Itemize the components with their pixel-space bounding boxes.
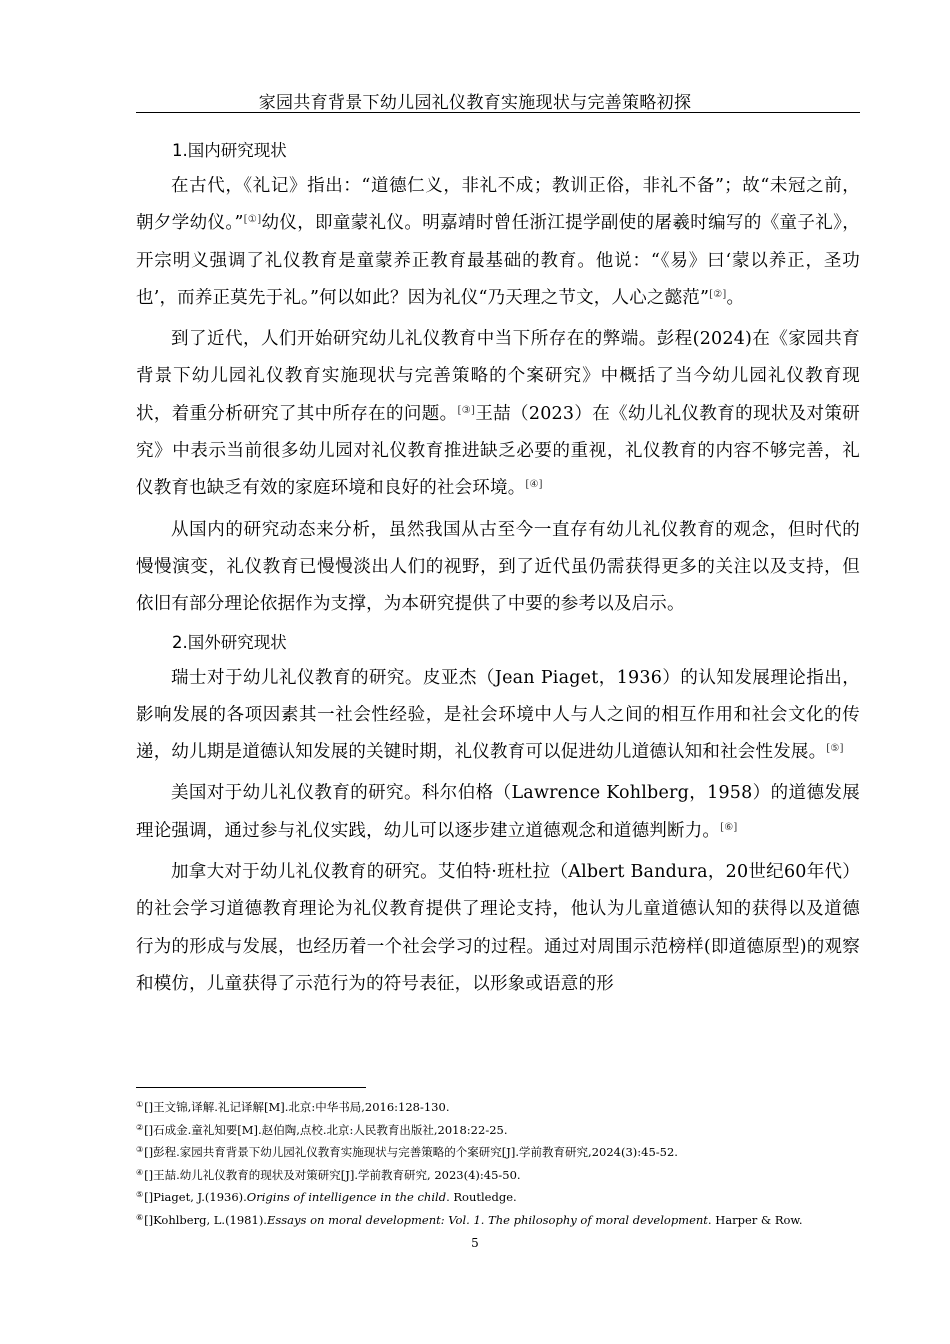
citation-marker: [②]	[709, 288, 727, 300]
paragraph-text: 到了近代，人们开始研究幼儿礼仪教育中当下所存在的弊端。彭程(2024)在《家园共育背景下幼儿园礼仪教育实施现状与完善策略的个案研究》中概括了当今幼儿园礼仪教育现状，着重分析研究了其中所存在的问题。	[136, 329, 860, 424]
paragraph	[136, 660, 860, 772]
footnotes	[136, 1095, 860, 1230]
footnote-marker: ②	[136, 1122, 144, 1132]
citation-marker: [⑤]	[826, 743, 844, 755]
running-header: 家园共育背景下幼儿园礼仪教育实施现状与完善策略初探	[258, 93, 692, 113]
page-number: 5	[471, 1236, 479, 1250]
footnote	[136, 1185, 860, 1208]
footnote-text: []Kohlberg, L.(1981).	[144, 1212, 267, 1227]
footnote-text: . Routledge.	[446, 1190, 517, 1204]
footnote-rule	[136, 1087, 366, 1088]
footnote-marker: ③	[136, 1145, 144, 1154]
section-heading-foreign: 2.国外研究现状	[172, 632, 287, 652]
citation-marker: [③]	[457, 404, 476, 416]
footnote	[136, 1140, 860, 1163]
footnote-title: Origins of intelligence in the child	[246, 1190, 447, 1204]
footnote	[136, 1118, 860, 1141]
paragraph	[136, 321, 860, 507]
footnote	[136, 1163, 860, 1186]
footnote-text: []王文锦,译解.礼记译解[M].北京:中华书局,2016:128-130.	[144, 1100, 450, 1114]
footnote-marker: ④	[136, 1167, 144, 1177]
paragraph	[136, 775, 860, 850]
footnote-text: []彭程.家园共育背景下幼儿园礼仪教育实施现状与完善策略的个案研究[J].学前教育研究,2024(3):45-52.	[144, 1145, 678, 1159]
footnote-marker: ①	[136, 1100, 144, 1109]
paragraph-text: 幼仪，即童蒙礼仪。明嘉靖时曾任浙江提学副使的屠羲时编写的《童子礼》，开宗明义强调了礼仪教育是童蒙养正教育最基础的教育。他说：“《易》曰‘蒙以养正，圣功也’，而养正莫先于礼。”何以如此？因为礼仪“乃天理之节文，人心之懿范”	[136, 213, 860, 308]
footnote-text: []Piaget, J.(1936).	[144, 1190, 247, 1204]
paragraph-text: 在古代，《礼记》指出：“道德仁义，非礼不成；教训正俗，非礼不备”；故“未冠之前，朝夕学幼仪。”	[136, 176, 860, 234]
section-heading-domestic: 1.国内研究现状	[172, 141, 287, 160]
paragraph-text: 瑞士对于幼儿礼仪教育的研究。皮亚杰（Jean Piaget，1936）的认知发展理论指出，影响发展的各项因素其一社会性经验，是社会环境中人与人之间的相互作用和社会文化的传递，幼儿期是道德认知发展的关键时期，礼仪教育可以促进幼儿道德认知和社会性发展。	[136, 667, 860, 763]
footnote-text: . Harper & Row.	[707, 1212, 803, 1227]
header-rule	[136, 112, 860, 113]
paragraph-text: 。	[726, 287, 745, 308]
citation-marker: [⑥]	[720, 821, 738, 833]
citation-marker: [④]	[525, 479, 543, 491]
paragraph: 加拿大对于幼儿礼仪教育的研究。艾伯特·班杜拉（Albert Bandura，20世纪60年代）的社会学习道德教育理论为礼仪教育提供了理论支持，他认为儿童道德认知的获得以及道德行为的形成与发展，也经历着一个社会学习的过程。通过对周围示范榜样(即道德原型)的观察和模仿，儿童获得了示范行为的符号表征，以形象或语意的形	[136, 862, 860, 994]
paragraph-text: 王喆（2023）在《幼儿礼仪教育的现状及对策研究》中表示当前很多幼儿园对礼仪教育推进缺乏必要的重视，礼仪教育的内容不够完善，礼仪教育也缺乏有效的家庭环境和良好的社会环境。	[136, 403, 860, 499]
main-body	[136, 136, 860, 1007]
citation-marker: [①]	[243, 214, 262, 226]
footnote-title: Essays on moral development: Vol. 1. The philosophy of moral development	[266, 1212, 708, 1227]
footnote	[136, 1095, 860, 1118]
paragraph-text: 美国对于幼儿礼仪教育的研究。科尔伯格（Lawrence Kohlberg，1958）的道德发展理论强调，通过参与礼仪实践，幼儿可以逐步建立道德观念和道德判断力。	[136, 783, 860, 841]
footnote	[136, 1208, 860, 1231]
footnote-marker: ⑥	[136, 1212, 144, 1222]
footnote-text: []王喆.幼儿礼仪教育的现状及对策研究[J].学前教育研究, 2023(4):45-50.	[144, 1167, 521, 1182]
footnote-marker: ⑤	[136, 1190, 144, 1199]
footnote-text: []石成金.童礼知要[M].赵伯陶,点校.北京:人民教育出版社,2018:22-25.	[144, 1122, 508, 1137]
paragraph: 从国内的研究动态来分析，虽然我国从古至今一直存有幼儿礼仪教育的观念，但时代的慢慢演变，礼仪教育已慢慢淡出人们的视野，到了近代虽仍需获得更多的关注以及支持，但依旧有部分理论依据作为支撑，为本研究提供了中要的参考以及启示。	[136, 519, 860, 615]
paragraph	[136, 168, 860, 317]
